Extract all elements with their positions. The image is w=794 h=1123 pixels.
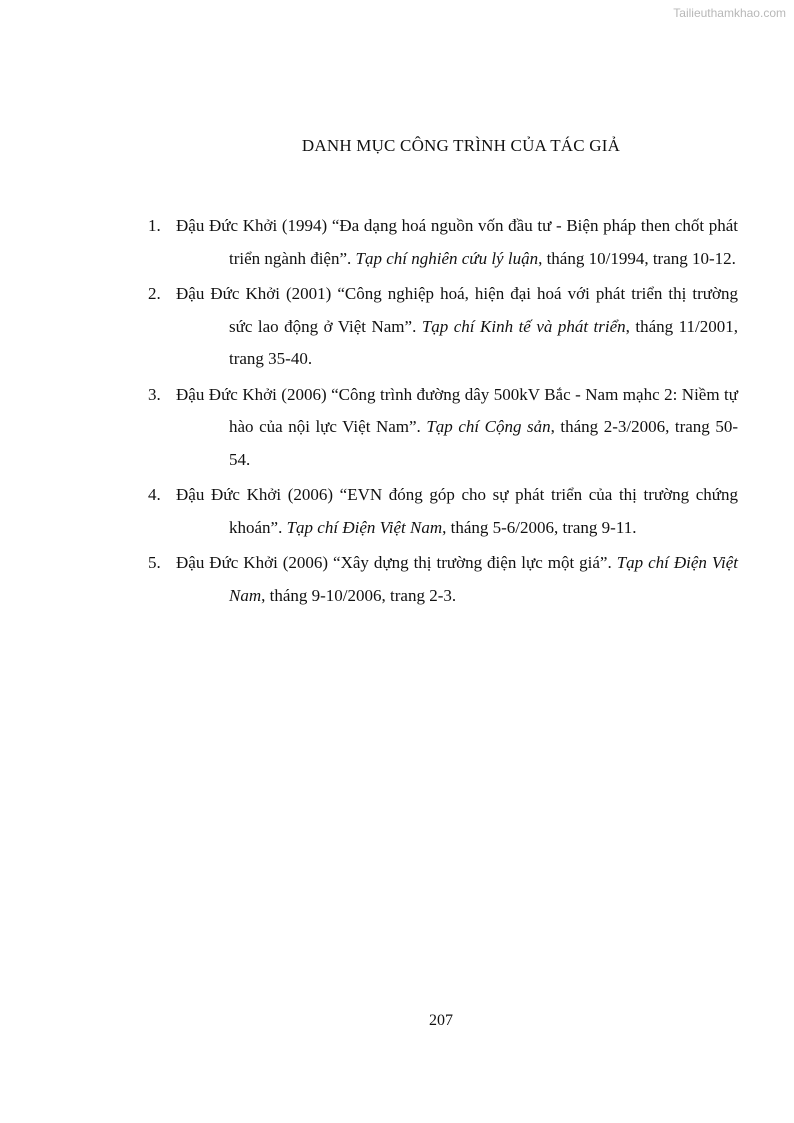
item-journal: Tạp chí nghiên cứu lý luận <box>355 248 539 268</box>
list-item <box>148 278 738 376</box>
item-number: 3. <box>148 384 161 404</box>
item-citation: Đậu Đức Khởi (2001) “Công nghiệp hoá, hiện đại hoá với phát triển thị trường sức lao động ở Việt Nam”. <box>176 284 738 336</box>
item-details: , tháng 2-3/2006, trang 50-54. <box>229 417 738 469</box>
item-details: , tháng 10/1994, trang 10-12. <box>538 248 736 268</box>
watermark: Tailieuthamkhao.com <box>673 6 786 20</box>
list-item <box>148 210 738 275</box>
item-citation: Đậu Đức Khởi (2006) “EVN đóng góp cho sự phát triển của thị trường chứng khoán”. <box>176 485 738 537</box>
item-details: , tháng 11/2001, trang 35-40. <box>229 316 738 368</box>
page-title: DANH MỤC CÔNG TRÌNH CỦA TÁC GIẢ <box>301 136 621 155</box>
item-citation: Đậu Đức Khởi (2006) “Xây dựng thị trường điện lực một giá”. <box>176 553 617 572</box>
list-item <box>148 379 738 477</box>
item-citation: Đậu Đức Khởi (1994) “Đa dạng hoá nguồn vốn đầu tư - Biện pháp then chốt phát triển ngành điện”. <box>176 216 738 268</box>
item-citation: Đậu Đức Khởi (2006) “Công trình đường dây 500kV Bắc - Nam mạhc 2: Niềm tự hào của nội lực Việt Nam”. <box>176 384 738 436</box>
item-number: 2. <box>148 284 161 303</box>
item-journal: Tạp chí Điện Việt Nam <box>286 517 443 537</box>
item-number: 1. <box>148 216 161 235</box>
list-item <box>148 479 738 544</box>
publication-list <box>148 210 738 615</box>
page-number: 207 <box>429 1012 453 1029</box>
item-number: 5. <box>148 553 161 572</box>
item-number: 4. <box>148 485 161 504</box>
item-details: , tháng 5-6/2006, trang 9-11. <box>442 517 637 537</box>
list-item <box>148 547 738 612</box>
item-journal: Tạp chí Kinh tế và phát triển <box>421 316 626 336</box>
item-details: , tháng 9-10/2006, trang 2-3. <box>261 585 457 605</box>
item-journal: Tạp chí Điện Việt Nam <box>229 553 738 605</box>
item-journal: Tạp chí Cộng sản <box>426 417 551 436</box>
